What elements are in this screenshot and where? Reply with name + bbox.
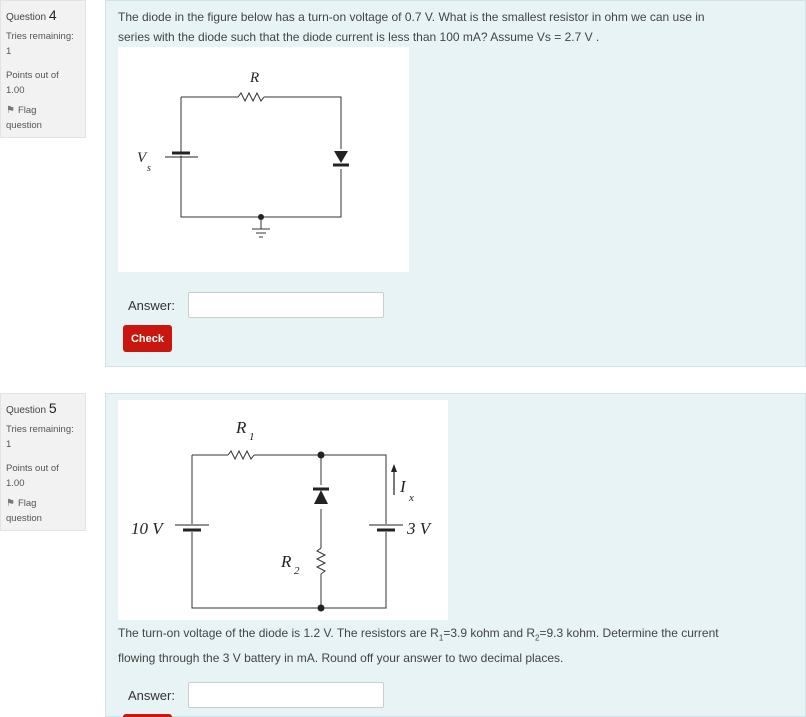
question-info-4 xyxy=(0,0,86,138)
question-text: The diode in the figure below has a turn-on voltage of 0.7 V. What is the smallest resistor in ohm we can use in series with the diode such that the diode current is less than 100 mA? Assume Vs = 2.7 V . xyxy=(118,10,705,44)
points-label: Points out of xyxy=(6,463,59,474)
check-button[interactable]: Check xyxy=(123,325,172,352)
question-number: Question 5 xyxy=(6,400,57,416)
question-text: The turn-on voltage of the diode is 1.2 V. The resistors are $R_1=3.9$ kohm and $R_2=9.3$ kohm. Determine the current flowing through the 3 V battery in mA. Round off your answer to two decimal places. xyxy=(118,626,719,666)
tries-remaining-label: Tries remaining: xyxy=(6,424,74,435)
r1-subscript: 1 xyxy=(249,431,255,443)
r2-subscript: 2 xyxy=(294,565,300,577)
answer-label: Answer: xyxy=(128,688,175,703)
flag-icon: ⚑ xyxy=(6,498,15,509)
flag-question-link[interactable]: ⚑ Flag question xyxy=(6,105,42,131)
answer-input[interactable] xyxy=(188,292,384,318)
answer-input[interactable] xyxy=(188,682,384,708)
tries-remaining-label: Tries remaining: xyxy=(6,31,74,42)
question-number: Question 4 xyxy=(6,7,57,23)
source-subscript: s xyxy=(147,163,151,174)
ix-label: I xyxy=(400,477,406,496)
points-value: 1.00 xyxy=(6,85,25,96)
question-info-5 xyxy=(0,393,86,531)
r2-label: R xyxy=(281,552,292,571)
points-label: Points out of xyxy=(6,70,59,81)
tries-remaining-value: 1 xyxy=(6,46,12,57)
points-value: 1.00 xyxy=(6,478,25,489)
r1-label: R xyxy=(236,418,247,437)
circuit-figure-2 xyxy=(118,400,448,620)
resistor-label: R xyxy=(250,70,260,86)
right-voltage-label: 3 V xyxy=(407,519,431,538)
flag-icon: ⚑ xyxy=(6,105,15,116)
left-voltage-label: 10 V xyxy=(131,519,163,538)
circuit-figure-1 xyxy=(118,47,409,272)
tries-remaining-value: 1 xyxy=(6,439,12,450)
answer-label: Answer: xyxy=(128,298,175,313)
flag-question-link[interactable]: ⚑ Flag question xyxy=(6,498,42,524)
ix-subscript: x xyxy=(409,492,414,504)
source-label: V xyxy=(137,150,147,166)
